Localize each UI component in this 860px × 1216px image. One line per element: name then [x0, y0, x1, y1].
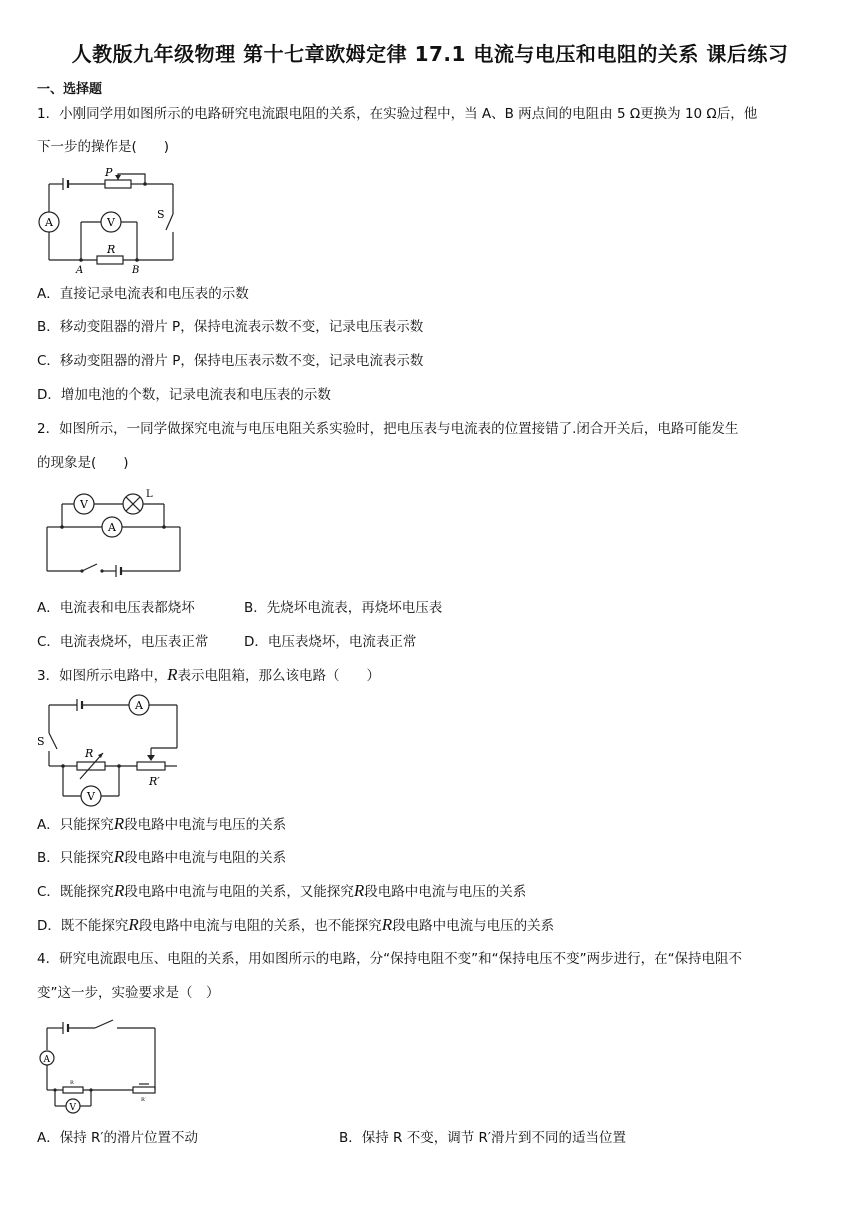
q1-point-b-label: B: [132, 265, 140, 276]
q3-rheostat: [137, 762, 165, 770]
q1-option-b: B．移动变阻器的滑片 P，保持电流表示数不变，记录电压表示数: [37, 319, 424, 335]
q1-voltmeter-label: V: [107, 216, 115, 229]
q2-stem-line2: 的现象是( ): [37, 455, 129, 471]
q3-voltmeter-label: V: [87, 790, 95, 803]
q1-option-c: C．移动变阻器的滑片 P，保持电压表示数不变，记录电流表示数: [37, 353, 424, 369]
q3-stem-pre: 3．如图所示电路中，: [37, 668, 168, 684]
q1-resistor-label: R: [107, 243, 116, 256]
q3-option-d: [37, 915, 554, 936]
q3-option-c-pre: C．既能探究: [37, 884, 114, 900]
q3-option-d-post: 段电路中电流与电压的关系: [392, 918, 555, 934]
q1-slider-label: P: [105, 166, 113, 179]
q3-option-b-symbol: R: [113, 847, 125, 866]
q2-ammeter-label: A: [108, 521, 116, 534]
q3-option-a-pre: A．只能探究: [37, 817, 114, 833]
q3-option-d-mid: 段电路中电流与电阻的关系，也不能探究: [138, 918, 382, 934]
q1-stem-line2: 下一步的操作是( ): [37, 139, 170, 155]
q3-option-a-symbol: R: [113, 814, 125, 833]
q3-switch-label: S: [37, 735, 45, 748]
q1-stem-line1: 1．小刚同学用如图所示的电路研究电流跟电阻的关系，在实验过程中，当 A、B 两点间的电阻由 5 Ω更换为 10 Ω后，他: [37, 106, 758, 122]
q2-stem-line1: 2．如图所示，一同学做探究电流与电压电阻关系实验时，把电压表与电流表的位置接错了.闭合开关后，电路可能发生: [37, 421, 739, 437]
q3-ammeter-label: A: [135, 699, 143, 712]
q2-option-b: B．先烧坏电流表，再烧坏电压表: [244, 600, 443, 616]
q2-voltmeter-label: V: [80, 498, 88, 511]
q2-circuit-figure: [42, 487, 192, 583]
q3-circuit-figure: [37, 693, 187, 812]
q3-rheostat-label: R′: [149, 775, 160, 788]
page-title: 人教版九年级物理 第十七章欧姆定律 17.1 电流与电压和电阻的关系 课后练习: [71, 42, 789, 66]
q2-option-a: A．电流表和电压表都烧坏: [37, 600, 195, 616]
q4-option-b: B．保持 R 不变，调节 R′滑片到不同的适当位置: [339, 1130, 626, 1146]
q2-lamp-label: L: [146, 489, 153, 500]
q3-box-label: R: [85, 747, 94, 760]
q1-point-a-label: A: [76, 265, 84, 276]
q3-option-d-pre: D．既不能探究: [37, 918, 129, 934]
q1-circuit-figure: [37, 166, 187, 280]
q1-resistor: [97, 256, 123, 264]
q4-voltmeter-label: V: [69, 1103, 76, 1113]
q4-resistor: [63, 1087, 83, 1093]
q3-option-a: [37, 814, 286, 835]
q3-option-b-post: 段电路中电流与电阻的关系: [124, 850, 287, 866]
q1-ammeter-label: A: [45, 216, 53, 229]
q3-stem: [37, 665, 380, 686]
q4-circuit-figure: [37, 1018, 167, 1117]
q1-switch-label: S: [157, 208, 165, 221]
q4-stem-line1: 4．研究电流跟电压、电阻的关系，用如图所示的电路，分“保持电阻不变”和“保持电压不变”两步进行，在“保持电阻不: [37, 951, 743, 967]
q3-option-c-symbol: R: [113, 881, 125, 900]
q3-option-d-symbol: R: [128, 915, 139, 934]
q3-stem-post: 表示电阻箱，那么该电路（ ）: [177, 668, 380, 684]
q3-stem-symbol: R: [167, 665, 178, 684]
q3-option-b-pre: B．只能探究: [37, 850, 114, 866]
q3-option-a-post: 段电路中电流与电压的关系: [124, 817, 287, 833]
q3-option-b: [37, 847, 286, 868]
q3-option-c: [37, 881, 526, 902]
q2-option-d: D．电压表烧坏，电流表正常: [244, 634, 417, 650]
q2-option-c: C．电流表烧坏，电压表正常: [37, 634, 209, 650]
q4-rheostat-label: R′: [141, 1097, 146, 1103]
q4-option-a: A．保持 R′的滑片位置不动: [37, 1130, 198, 1146]
q4-resistor-label: R: [70, 1080, 74, 1086]
q1-option-a: A．直接记录电流表和电压表的示数: [37, 286, 249, 302]
q3-option-c-post: 段电路中电流与电压的关系: [364, 884, 527, 900]
q1-rheostat: [105, 180, 131, 188]
q4-ammeter-label: A: [43, 1055, 50, 1065]
q3-option-c-symbol2: R: [353, 881, 365, 900]
q3-option-c-mid: 段电路中电流与电阻的关系，又能探究: [124, 884, 354, 900]
q4-rheostat: [133, 1087, 155, 1093]
q4-stem-line2: 变”这一步，实验要求是（ ）: [37, 985, 220, 1001]
q1-option-d: D．增加电池的个数，记录电流表和电压表的示数: [37, 387, 331, 403]
q3-option-d-symbol2: R: [381, 915, 393, 934]
section-heading: 一、选择题: [37, 82, 103, 97]
